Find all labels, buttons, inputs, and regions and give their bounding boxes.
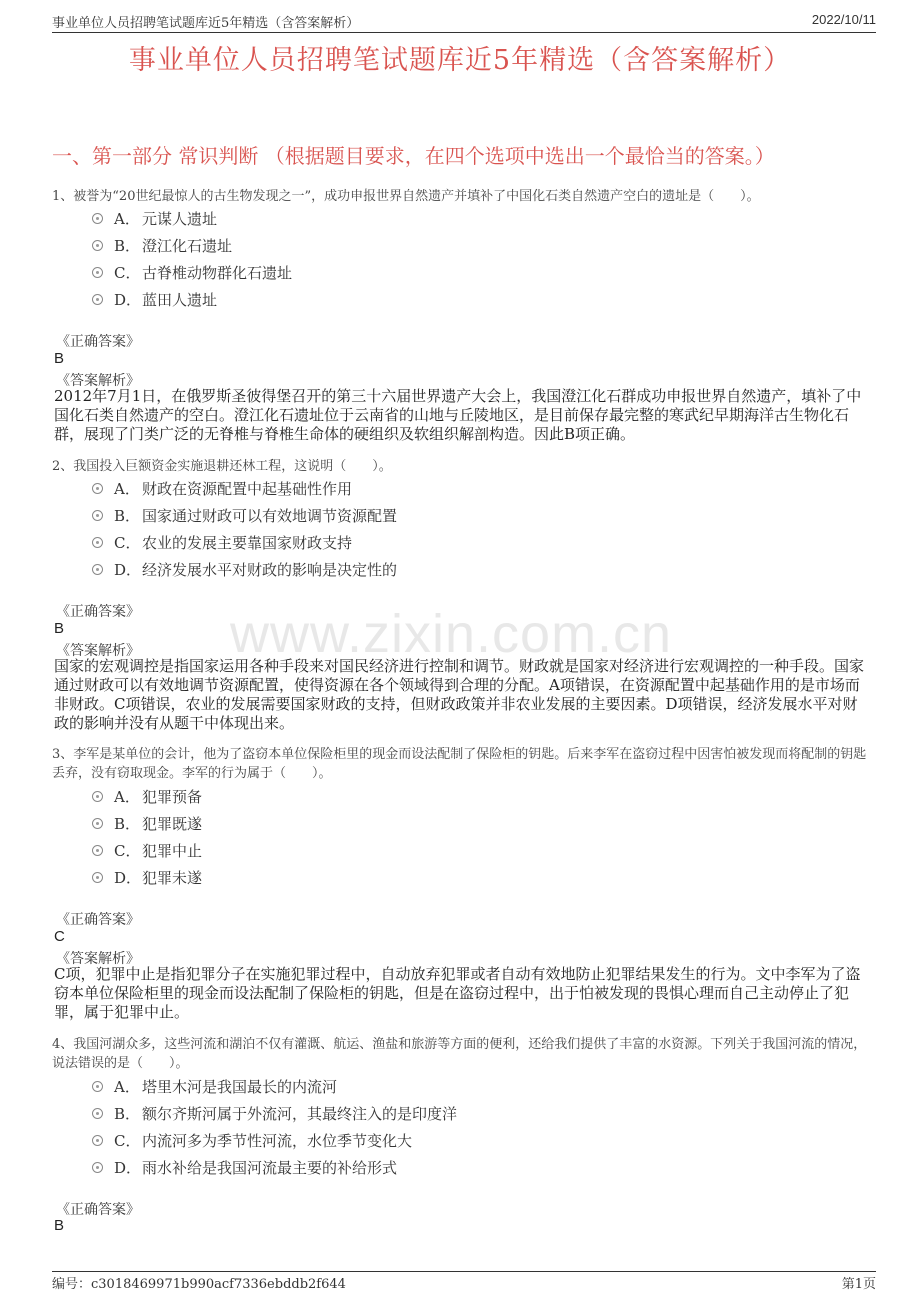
option-text: 财政在资源配置中起基础性作用	[142, 480, 353, 498]
option-text: 塔里木河是我国最长的内流河	[142, 1078, 338, 1096]
option-letter: A．	[114, 210, 140, 228]
option-letter: D．	[114, 561, 142, 579]
radio-icon[interactable]	[92, 294, 103, 305]
radio-icon[interactable]	[92, 818, 103, 829]
correct-answer-label: 《正确答案》	[56, 334, 140, 350]
correct-answer: B	[54, 620, 65, 637]
option-text: 内流河多为季节性河流，水位季节变化大	[142, 1132, 413, 1150]
header-date: 2022/10/11	[811, 12, 876, 27]
option-letter: B．	[114, 507, 141, 525]
radio-icon[interactable]	[92, 564, 103, 575]
radio-icon[interactable]	[92, 213, 103, 224]
document-title: 事业单位人员招聘笔试题库近5年精选（含答案解析）	[128, 45, 792, 76]
analysis-label: 《答案解析》	[56, 643, 140, 659]
option-letter: C．	[114, 842, 141, 860]
option-text: 雨水补给是我国河流最主要的补给形式	[142, 1159, 398, 1177]
radio-icon[interactable]	[92, 240, 103, 251]
option-letter: B．	[114, 237, 141, 255]
option-text: 元谋人遗址	[142, 210, 218, 228]
correct-answer: C	[54, 928, 65, 945]
radio-icon[interactable]	[92, 791, 103, 802]
page-header	[52, 10, 876, 33]
option-letter: B．	[114, 1105, 141, 1123]
option-text: 犯罪中止	[142, 842, 203, 860]
radio-icon[interactable]	[92, 1162, 103, 1173]
radio-icon[interactable]	[92, 1108, 103, 1119]
option-letter: B．	[114, 815, 141, 833]
option-letter: C．	[114, 1132, 141, 1150]
option-letter: A．	[114, 1078, 140, 1096]
question-2-stem: 2、我国投入巨额资金实施退耕还林工程，这说明（ ）。	[52, 459, 392, 474]
analysis-label: 《答案解析》	[56, 373, 140, 389]
radio-icon[interactable]	[92, 845, 103, 856]
section-heading: 一、第一部分 常识判断 （根据题目要求，在四个选项中选出一个最恰当的答案。）	[52, 144, 775, 168]
option-text: 犯罪未遂	[142, 869, 203, 887]
option-text: 额尔齐斯河属于外流河，其最终注入的是印度洋	[142, 1105, 458, 1123]
question-1-stem: 1、被誉为“20世纪最惊人的古生物发现之一”，成功申报世界自然遗产并填补了中国化石类自然遗产空白的遗址是（ ）。	[52, 189, 760, 204]
option-text: 古脊椎动物群化石遗址	[142, 264, 293, 282]
correct-answer-label: 《正确答案》	[56, 1202, 140, 1218]
option-letter: A．	[114, 788, 140, 806]
radio-icon[interactable]	[92, 483, 103, 494]
option-text: 犯罪既遂	[142, 815, 203, 833]
option-text: 经济发展水平对财政的影响是决定性的	[142, 561, 398, 579]
option-text: 澄江化石遗址	[142, 237, 233, 255]
document-serial: 编号：c3018469971b990acf7336ebddb2f644	[52, 1277, 346, 1292]
question-3-stem: 3、李军是某单位的会计，他为了盗窃本单位保险柜里的现金而设法配制了保险柜的钥匙。后来李军在盗窃过程中因害怕被发现而将配制的钥匙丢弃，没有窃取现金。李军的行为属于（ ）。	[52, 747, 867, 781]
radio-icon[interactable]	[92, 1081, 103, 1092]
radio-icon[interactable]	[92, 510, 103, 521]
option-letter: C．	[114, 264, 141, 282]
analysis-label: 《答案解析》	[56, 951, 140, 967]
correct-answer: B	[54, 1217, 65, 1234]
header-doc-name: 事业单位人员招聘笔试题库近5年精选（含答案解析）	[52, 16, 360, 31]
page-number: 第1页	[841, 1277, 876, 1292]
option-letter: A．	[114, 480, 140, 498]
answer-analysis: 国家的宏观调控是指国家运用各种手段来对国民经济进行控制和调节。财政就是国家对经济进行宏观调控的一种手段。国家通过财政可以有效地调节资源配置，使得资源在各个领域得到合理的分配。A项错误，在资源配置中起基础作用的是市场而非财政。C项错误，农业的发展需要国家财政的支持，但财政政策并非农业发展的主要因素。D项错误，经济发展水平对财政的影响并没有从题干中体现出来。	[54, 657, 865, 732]
answer-analysis: 2012年7月1日，在俄罗斯圣彼得堡召开的第三十六届世界遗产大会上，我国澄江化石群成功申报世界自然遗产，填补了中国化石类自然遗产的空白。澄江化石遗址位于云南省的山地与丘陵地区，是目前保存最完整的寒武纪早期海洋古生物化石群，展现了门类广泛的无脊椎与脊椎生命体的硬组织及软组织解剖构造。因此B项正确。	[54, 387, 862, 443]
radio-icon[interactable]	[92, 872, 103, 883]
option-letter: C．	[114, 534, 141, 552]
option-letter: D．	[114, 291, 142, 309]
correct-answer-label: 《正确答案》	[56, 604, 140, 620]
option-text: 农业的发展主要靠国家财政支持	[142, 534, 353, 552]
correct-answer: B	[54, 350, 65, 367]
radio-icon[interactable]	[92, 1135, 103, 1146]
option-letter: D．	[114, 869, 142, 887]
option-text: 国家通过财政可以有效地调节资源配置	[142, 507, 398, 525]
page-footer	[52, 1271, 876, 1294]
correct-answer-label: 《正确答案》	[56, 912, 140, 928]
option-text: 蓝田人遗址	[142, 291, 218, 309]
watermark: www.zixin.com.cn	[230, 604, 673, 664]
radio-icon[interactable]	[92, 537, 103, 548]
answer-analysis: C项，犯罪中止是指犯罪分子在实施犯罪过程中，自动放弃犯罪或者自动有效地防止犯罪结果发生的行为。文中李军为了盗窃本单位保险柜里的现金而设法配制了保险柜的钥匙，但是在盗窃过程中，出于怕被发现的畏惧心理而自己主动停止了犯罪，属于犯罪中止。	[54, 965, 861, 1021]
radio-icon[interactable]	[92, 267, 103, 278]
option-text: 犯罪预备	[142, 788, 203, 806]
option-letter: D．	[114, 1159, 142, 1177]
question-4-stem: 4、我国河湖众多，这些河流和湖泊不仅有灌溉、航运、渔盐和旅游等方面的便利，还给我们提供了丰富的水资源。下列关于我国河流的情况，说法错误的是（ ）。	[52, 1037, 867, 1071]
